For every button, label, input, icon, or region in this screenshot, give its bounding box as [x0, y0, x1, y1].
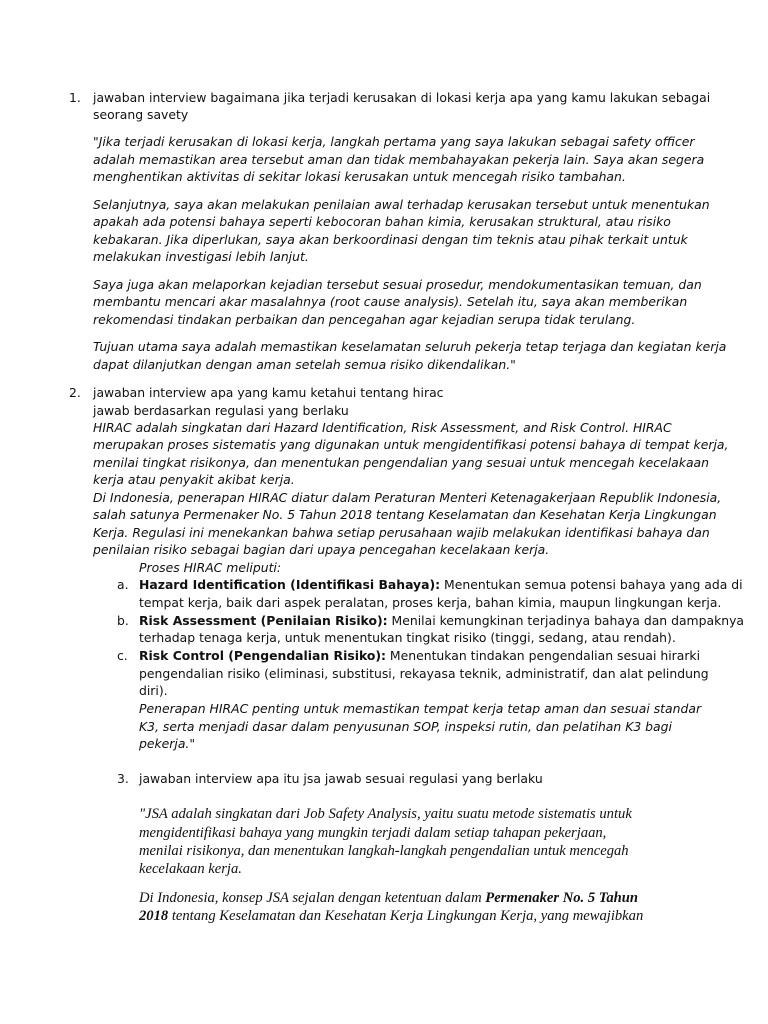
- q1-p1-line: menghentikan aktivitas di sekitar lokasi kerusakan untuk mencegah risiko tambahan.: [93, 169, 626, 184]
- q3-p2-text: Di Indonesia, konsep JSA sejalan dengan ketentuan dalam: [139, 890, 486, 906]
- list-item: [139, 576, 743, 593]
- q2-number: 2.: [69, 385, 81, 400]
- q1-p1-line: "Jika terjadi kerusakan di lokasi kerja, langkah pertama yang saya lakukan sebagai safety officer: [93, 134, 695, 149]
- list-item-letter: a.: [117, 577, 129, 592]
- q3-p1-line: menilai risikonya, dan menentukan langkah-langkah pengendalian untuk mencegah: [139, 843, 629, 859]
- q1-p2-line: kebakaran. Jika diperlukan, saya akan berkoordinasi dengan tim teknis atau pihak terkait untuk: [93, 232, 688, 247]
- q3-p2-line: [139, 889, 638, 908]
- q1-p3-line: rekomendasi tindakan perbaikan dan pencegahan agar kejadian serupa tidak terulang.: [93, 312, 636, 327]
- q2-p2-line: Di Indonesia, penerapan HIRAC diatur dalam Peraturan Menteri Ketenagakerjaan Republik Indonesia,: [93, 490, 722, 505]
- q2-closing-line: Penerapan HIRAC penting untuk memastikan tempat kerja tetap aman dan sesuai standar: [139, 701, 702, 716]
- q1-number: 1.: [69, 90, 81, 105]
- q3-p1-line: mengidentifikasi bahaya yang mungkin terjadi dalam setiap tahapan pekerjaan,: [139, 825, 607, 841]
- list-item-desc-cont: tempat kerja, baik dari aspek peralatan, proses kerja, bahan kimia, maupun lingkungan kerja.: [139, 595, 722, 610]
- list-item: [139, 647, 700, 664]
- list-item-desc: Menentukan tindakan pengendalian sesuai hirarki: [385, 648, 701, 663]
- list-item-letter: c.: [117, 648, 128, 663]
- q1-question-cont: seorang savety: [93, 107, 189, 122]
- q2-p1-line: HIRAC adalah singkatan dari Hazard Identification, Risk Assessment, and Risk Control. HIRAC: [93, 420, 672, 435]
- q3-question: jawaban interview apa itu jsa jawab sesuai regulasi yang berlaku: [139, 771, 543, 786]
- list-item-letter: b.: [117, 613, 129, 628]
- q2-closing-line: pekerja.": [139, 736, 196, 751]
- q3-p2-regulation-year: 2018: [139, 908, 169, 924]
- q3-p2-regulation: Permenaker No. 5 Tahun: [485, 890, 638, 906]
- q2-question: jawaban interview apa yang kamu ketahui tentang hirac: [93, 385, 444, 400]
- q2-p2-line: penilaian risiko sebagai bagian dari upaya pencegahan kecelakaan kerja.: [93, 542, 550, 557]
- list-item-desc-cont: pengendalian risiko (eliminasi, substitusi, rekayasa teknik, administratif, dan alat pelindung: [139, 666, 709, 681]
- q2-process-intro: Proses HIRAC meliputi:: [139, 560, 282, 575]
- list-item-term: Risk Assessment (Penilaian Risiko):: [139, 613, 388, 628]
- q2-p2-line: Kerja. Regulasi ini menekankan bahwa setiap perusahaan wajib melakukan identifikasi bahaya dan: [93, 525, 710, 540]
- q3-p1-line: kecelakaan kerja.: [139, 861, 242, 877]
- list-item-desc: Menentukan semua potensi bahaya yang ada di: [440, 577, 743, 592]
- list-item-term: Hazard Identification (Identifikasi Bahaya):: [139, 577, 441, 592]
- list-item-desc-cont: terhadap tenaga kerja, untuk menentukan tingkat risiko (tinggi, sedang, atau rendah).: [139, 630, 676, 645]
- q1-question: jawaban interview bagaimana jika terjadi kerusakan di lokasi kerja apa yang kamu lakukan sebagai: [93, 90, 711, 105]
- q2-p1-line: merupakan proses sistematis yang digunakan untuk mengidentifikasi potensi bahaya di tempat kerja,: [93, 437, 729, 452]
- q1-p2-line: melakukan investigasi lebih lanjut.: [93, 249, 309, 264]
- q2-p2-line: salah satunya Permenaker No. 5 Tahun 2018 tentang Keselamatan dan Kesehatan Kerja Lingkungan: [93, 507, 717, 522]
- list-item-desc-cont: diri).: [139, 683, 168, 698]
- q2-p1-line: menilai tingkat risikonya, dan menentukan pengendalian yang sesuai untuk mencegah kecelakaan: [93, 455, 709, 470]
- q1-p1-line: adalah memastikan area tersebut aman dan tidak membahayakan pekerja lain. Saya akan segera: [93, 152, 705, 167]
- q1-p3-line: membantu mencari akar masalahnya (root cause analysis). Setelah itu, saya akan memberikan: [93, 294, 688, 309]
- q3-p2-line: [139, 907, 643, 926]
- q2-p1-line: kerja atau penyakit akibat kerja.: [93, 472, 295, 487]
- q3-p2-text: tentang Keselamatan dan Kesehatan Kerja Lingkungan Kerja, yang mewajibkan: [168, 908, 644, 924]
- q1-p2-line: apakah ada potensi bahaya seperti kebocoran bahan kimia, kerusakan struktural, atau risiko: [93, 214, 671, 229]
- q3-p1-line: "JSA adalah singkatan dari Job Safety Analysis, yaitu suatu metode sistematis untuk: [139, 806, 632, 822]
- q1-p4-line: dapat dilanjutkan dengan aman setelah semua risiko dikendalikan.": [93, 357, 516, 372]
- list-item-term: Risk Control (Pengendalian Risiko):: [139, 648, 386, 663]
- q2-instruction: jawab berdasarkan regulasi yang berlaku: [93, 403, 349, 418]
- q1-p3-line: Saya juga akan melaporkan kejadian tersebut sesuai prosedur, mendokumentasikan temuan, dan: [93, 277, 702, 292]
- q3-number: 3.: [117, 771, 129, 786]
- q1-p2-line: Selanjutnya, saya akan melakukan penilaian awal terhadap kerusakan tersebut untuk menentukan: [93, 197, 710, 212]
- q1-p4-line: Tujuan utama saya adalah memastikan keselamatan seluruh pekerja tetap terjaga dan kegiatan kerja: [93, 339, 727, 354]
- list-item-desc: Menilai kemungkinan terjadinya bahaya dan dampaknya: [387, 613, 745, 628]
- q2-closing-line: K3, serta menjadi dasar dalam penyusunan SOP, inspeksi rutin, dan pelatihan K3 bagi: [139, 719, 672, 734]
- list-item: [139, 612, 744, 629]
